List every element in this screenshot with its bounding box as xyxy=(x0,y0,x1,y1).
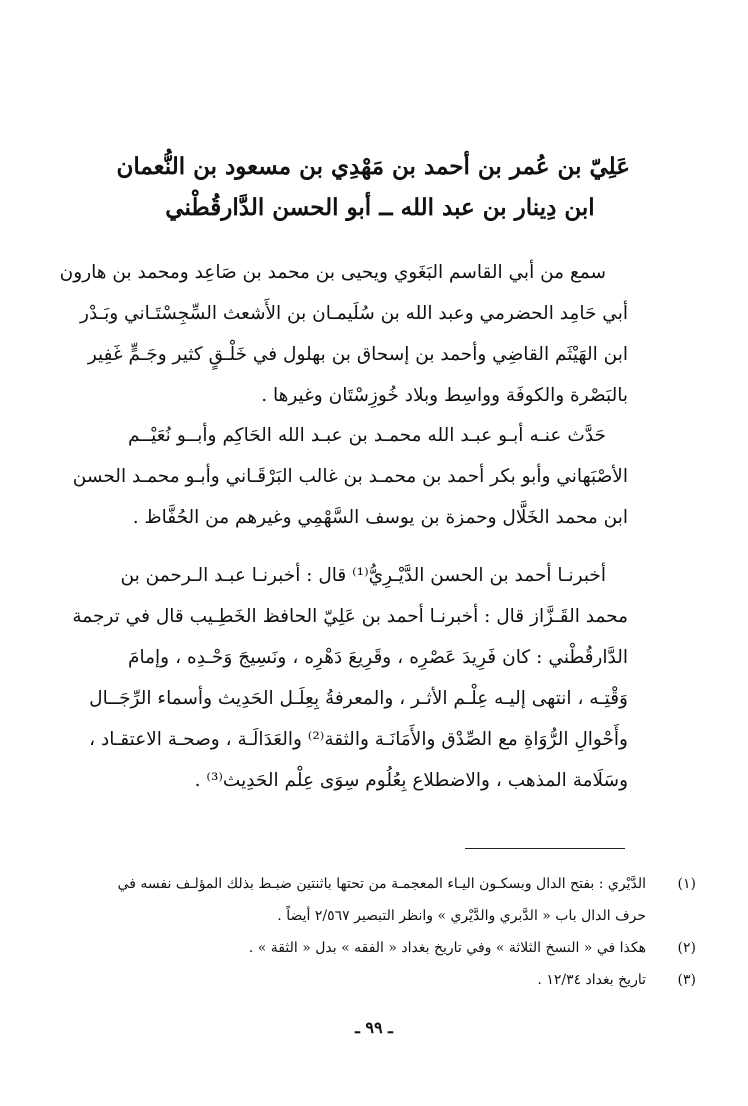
paragraph-line: أبي حَامِد الحضرمي وعبد الله بن سُلَيمـان بن الأَشعث السِّجِسْتَـاني وبَـدْر xyxy=(80,303,628,324)
footnote-line: حرف الدال باب « الدَّبري والدَّيْري » وانظر التبصير ٢/٥٦٧ أيضاً . xyxy=(277,908,646,924)
paragraph-line: أخبرنـا أحمد بن الحسن الدَّيْـرِيُّ⁽¹⁾ قال : أخبرنـا عبـد الـرحمن بن xyxy=(120,565,606,586)
paragraph-3 xyxy=(72,555,628,801)
paragraph-line: ابن الهَيْثَم القاضِي وأحمد بن إسحاق بن بهلول في خَلْـقٍ كثير وجَـمٍّ غَفِير xyxy=(87,344,628,365)
footnote-text xyxy=(118,964,646,996)
paragraph-line: ابن محمد الخَلَّال وحمزة بن يوسف السَّهْمِي وغيرهم من الحُفَّاظ . xyxy=(132,507,628,528)
paragraph-line: وَقْتِـه ، انتهى إليـه عِلْـم الأثـر ، والمعرفةُ بِعِلَـل الحَدِيث وأسماء الرِّجَــال xyxy=(89,688,628,709)
paragraph-1 xyxy=(59,252,628,416)
paragraph-line: وأَحْوالِ الرُّوَاةِ مع الصِّدْق والأَمَانَـة والثقة⁽²⁾ والعَدَالَـة ، وصحـة الاعتقـاد ، xyxy=(89,729,628,750)
footnotes xyxy=(118,868,696,996)
paragraph-line: الأصْبَهاني وأبو بكر أحمد بن محمـد بن غالب البَرْقَـاني وأبـو محمـد الحسن xyxy=(72,466,628,487)
paragraph-line: محمد القَـزَّاز قال : أخبرنـا أحمد بن عَلِيّ الحافظ الخَطِـيب قال في ترجمة xyxy=(72,606,628,627)
paragraph-line: سمع من أبي القاسم البَغَوي ويحيى بن محمد بن صَاعِد ومحمد بن هارون xyxy=(59,262,606,283)
footnote-text xyxy=(118,868,646,932)
paragraph-line: الدَّارقُطْني : كان فَرِيدَ عَصْرِه ، وقَرِيعَ دَهْرِه ، ونَسِيجَ وَحْـدِه ، وإمامَ xyxy=(128,647,628,668)
paragraph-2 xyxy=(72,415,628,538)
footnote-line: هكذا في « النسخ الثلاثة » وفي تاريخ بغداد « الفقه » بدل « الثقة » . xyxy=(248,940,646,956)
footnote-2 xyxy=(118,932,696,964)
footnote-line: الدَّيْري : بفتح الدال وبسكـون اليـاء المعجمـة من تحتها باثنتين ضبـط بذلك المؤلـف نفسه في xyxy=(117,876,646,892)
paragraph-line: بالبَصْرة والكوفَة وواسِط وبلاد خُوزِسْتَان وغيرها . xyxy=(261,385,628,406)
footnote-3 xyxy=(118,964,696,996)
footnote-1 xyxy=(118,868,696,932)
heading-line-1: عَلِيّ بن عُمر بن أحمد بن مَهْدِي بن مسعود بن النُّعمان xyxy=(116,153,630,180)
footnote-line: تاريخ بغداد ١٢/٣٤ . xyxy=(537,972,646,988)
footnote-number: (٢) xyxy=(677,940,696,956)
heading-line-2: ابن دِينار بن عبد الله ــ أبو الحسن الدَّارقُطْني xyxy=(165,194,595,221)
footnote-number: (٣) xyxy=(677,972,696,988)
paragraph-line: حَدَّث عنـه أبـو عبـد الله محمـد بن عبـد الله الحَاكِم وأبــو نُعَيْــم xyxy=(128,425,606,446)
page-number: ـ ٩٩ ـ xyxy=(355,1018,393,1037)
paragraph-line: وسَلَامة المذهب ، والاضطلاع بِعُلُوم سِوَى عِلْم الحَدِيث⁽³⁾ . xyxy=(194,770,628,791)
footnote-text xyxy=(118,932,646,964)
footnote-divider xyxy=(465,848,625,849)
footnote-number: (١) xyxy=(677,876,696,892)
